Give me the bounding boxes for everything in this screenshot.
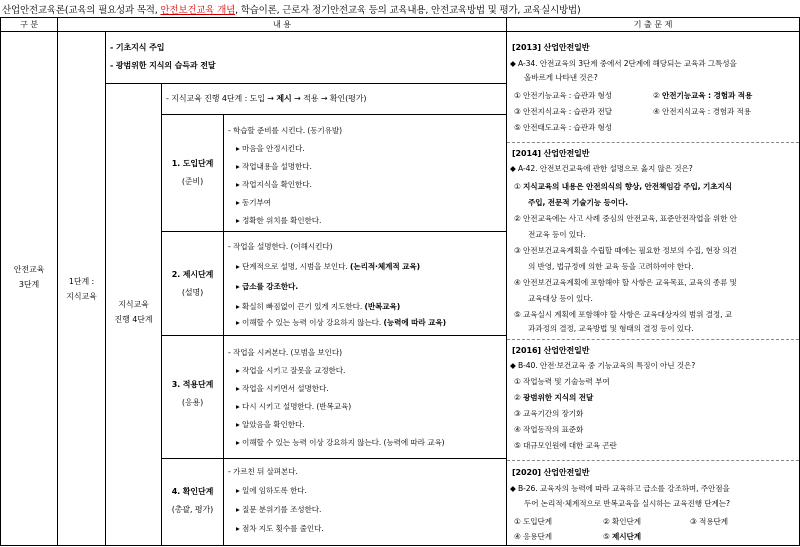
exam-option: ② 확인단계 [603,517,641,526]
step-3-line: ▸ 다시 시키고 설명한다. (반복교육) [236,402,352,411]
exam-option: 과과정의 결정, 교육방법 및 형태의 결정 등이 있다. [528,324,694,333]
exam-option: 의 반영, 법규정에 의한 교육 등을 고려하여야 한다. [528,262,694,271]
step-3-line: ▸ 작업을 시키면서 설명한다. [236,384,329,393]
stage-label-2: 지식교육 [66,292,97,301]
header-col-exam: 기 출 문 제 [633,19,673,29]
exam-option: ① 안전기능교육 : 습관과 형성 [514,91,613,100]
exam-source: [2014] 산업안전일반 [512,149,590,158]
step-2-sub: (설명) [181,288,204,297]
intro-item-1: - 기초지식 주입 [110,43,165,52]
step-2-line: ▸ 확실히 빠짐없이 끈기 있게 지도한다. (반복교육) [236,302,401,311]
exam-option: ④ 작업동작의 표준화 [514,425,584,434]
step-1-line: ▸ 작업지식을 확인한다. [236,180,312,189]
exam-option: ④ 안전보건교육계획에 포함해야 할 사항은 교육목표, 교육의 종류 및 [514,278,737,287]
step-2-line: ▸ 급소를 강조한다. [236,282,299,291]
exam-option: ② 안전기능교육 : 경험과 적용 [653,91,753,100]
step-1-line: ▸ 작업내용을 설명한다. [236,162,312,171]
step-2-line: - 작업을 설명한다. (이해시킨다) [228,242,333,251]
step-4-line: ▸ 일에 임하도록 한다. [236,486,307,495]
exam-option: ② 광범위한 지식의 전달 [514,393,594,402]
exam-option: ③ 적용단계 [690,517,728,526]
exam-option: ① 지식교육의 내용은 안전의식의 향상, 안전책임감 주입, 기초지식 [514,182,732,191]
header-col-content: 내 용 [272,19,292,29]
step-3-line: - 작업을 시켜본다. (모범을 보인다) [228,348,342,357]
exam-question-line: 올바르게 나타낸 것은? [524,73,598,82]
exam-option: 주입, 전문적 기술기능 등이다. [528,198,629,207]
title-suffix: , 학습이론, 근로자 정기안전교육 등의 교육내용, 안전교육방법 및 평가, 교육실시방법) [235,5,581,16]
header-col-category: 구 분 [19,19,39,29]
exam-option: ① 도입단계 [514,517,552,526]
step-1-line: - 학습할 준비를 시킨다. (동기유발) [228,126,342,135]
exam-option: ③ 안전지식교육 : 습관과 전달 [514,107,613,116]
exam-option: ③ 안전보건교육계획을 수립할 때에는 필요한 정보의 수집, 현장 의견 [514,246,737,255]
exam-question-line: ◆ B-26. 교육자의 능력에 따라 교육하고 급소를 강조하며, 주안점을 [510,484,730,493]
title-prefix: 산업안전교육론(교육의 필요성과 목적, [2,5,161,16]
step-2-name: 2. 제시단계 [171,270,214,279]
step-1-line: ▸ 동기부여 [236,198,271,207]
step-4-sub: (총괄, 평가) [171,505,214,514]
exam-option: ④ 안전지식교육 : 경험과 적용 [653,107,752,116]
exam-source: [2020] 산업안전일반 [512,468,590,477]
step-3-line: ▸ 이해할 수 있는 능력 이상 강요하지 않는다. (능력에 따라 교육) [236,438,445,447]
step-1-line: ▸ 정확한 위치를 확인한다. [236,216,322,225]
step-1-name: 1. 도입단계 [171,159,214,168]
exam-option: 교육대상 등이 있다. [528,294,593,303]
exam-option: ⑤ 교육실시 계획에 포함해야 할 사항은 교육대상자의 범위 결정, 교 [514,310,732,319]
exam-option: 전교육 등이 있다. [528,230,586,239]
exam-option: ⑤ 제시단계 [603,532,641,541]
exam-question-line: ◆ B-40. 안전·보건교육 중 기능교육의 특징이 아닌 것은? [510,361,696,370]
category-label-1: 안전교육 [13,265,45,274]
step-1-sub: (준비) [181,177,204,186]
step-4-line: - 가르친 뒤 살펴본다. [228,467,298,476]
sub-label-1: 지식교육 [118,300,149,309]
stage-label-1: 1단계 : [68,277,95,286]
exam-option: ③ 교육기간의 장기화 [514,409,584,418]
exam-option: ② 안전교육에는 사고 사례 중심의 안전교육, 표준안전작업을 위한 안 [514,214,737,223]
category-label-2: 3단계 [18,280,40,289]
title-highlight: 안전보건교육 개념 [160,5,236,16]
exam-source: [2016] 산업안전일반 [512,346,590,355]
step-4-line: ▸ 점차 지도 횟수를 줄인다. [236,524,324,533]
intro-item-2: - 광범위한 지식의 습득과 전달 [110,61,216,70]
step-3-name: 3. 적용단계 [171,380,214,389]
sub-label-2: 진행 4단계 [114,315,153,324]
exam-option: ⑤ 대규모인원에 대한 교육 곤란 [514,441,617,450]
exam-question-line: ◆ A-34. 안전교육의 3단계 중에서 2단계에 해당되는 교육과 그특성을 [510,59,737,68]
exam-question-line: 두어 논리적·체계적으로 반복교육을 실시하는 교육진행 단계는? [524,499,730,508]
progress-line: - 지식교육 진행 4단계 : 도입 → 제시 → 적용 → 확인(평가) [166,94,367,103]
step-2-line: ▸ 이해할 수 있는 능력 이상 강요하지 않는다. (능력에 따라 교육) [236,318,447,327]
exam-source: [2013] 산업안전일반 [512,43,590,52]
step-4-line: ▸ 질문 분위기를 조성한다. [236,505,322,514]
page-title [2,2,580,16]
step-4-name: 4. 확인단계 [171,487,214,496]
exam-question-line: ◆ A-42. 안전보건교육에 관한 설명으로 옳지 않은 것은? [510,164,693,173]
step-3-line: ▸ 알았음을 확인한다. [236,420,305,429]
step-1-line: ▸ 마음을 안정시킨다. [236,144,305,153]
exam-option: ④ 응용단계 [514,532,552,541]
step-2-line: ▸ 단계적으로 설명, 시범을 보인다. (논리적·체계적 교육) [236,262,420,271]
step-3-line: ▸ 작업을 시키고 잘못을 교정한다. [236,366,346,375]
step-3-sub: (응용) [181,398,204,407]
exam-option: ⑤ 안전태도교육 : 습관과 형성 [514,123,613,132]
exam-option: ① 작업능력 및 기술능력 부여 [514,377,610,386]
